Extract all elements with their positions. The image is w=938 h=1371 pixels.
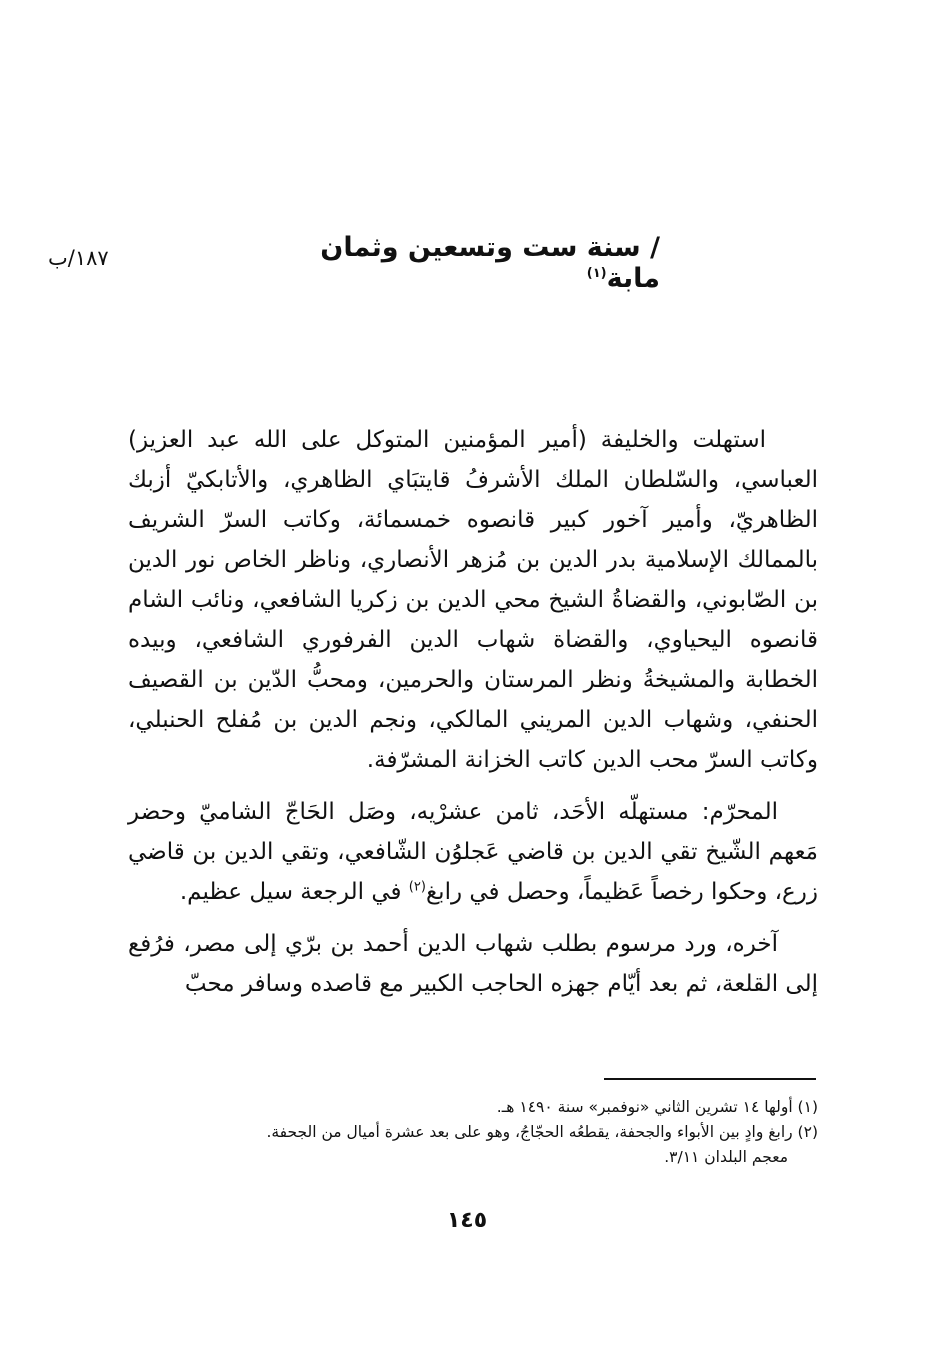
main-text	[128, 420, 818, 1016]
heading-text: / سنة ست وتسعين وثمان مابة	[320, 232, 660, 294]
footnote-2-line-2: معجم البلدان ٣/١١.	[664, 1148, 788, 1166]
footnotes	[120, 1095, 818, 1170]
heading-note-ref: (١)	[586, 266, 607, 281]
folio-marker: ١٨٧/ب	[48, 246, 109, 270]
paragraph-2	[128, 792, 818, 912]
paragraph-2-text-a: المحرّم: مستهلّه الأحَد، ثامن عشرْيه، وصَل الحَاجّ الشاميّ وحضر مَعهم الشّيخ تقي الدين بن قاضي عَجلوُن الشّافعي، وتقي الدين بن قاضي زرع، وحكوا رخصاً عَظيماً، وحصل في رابغ	[128, 799, 818, 905]
paragraph-1: استهلت والخليفة (أمير المؤمنين المتوكل على الله عبد العزيز) العباسي، والسّلطان الملك الأشرفُ قايتبَاي الظاهري، والأتابكيّ أزبك الظاهريّ، وأمير آخور كبير قانصوه خمسمائة، وكاتب السرّ الشريف بالممالك الإسلامية بدر الدين بن مُزهر الأنصاري، وناظر الخاص نور الدين بن الصّابوني، والقضاةُ الشيخ محي الدين بن زكريا الشافعي، ونائب الشام قانصوه اليحياوي، والقضاة شهاب الدين الفرفوري الشافعي، وبيده الخطابة والمشيخةُ ونظر المرستان والحرمين، ومحبُّ الدّين بن القصيف الحنفي، وشهاب الدين المريني المالكي، ونجم الدين بن مُفلح الحنبلي، وكاتب السرّ محب الدين كاتب الخزانة المشرّفة.	[128, 427, 818, 773]
paragraph-3: آخره، ورد مرسوم بطلب شهاب الدين أحمد بن برّي إلى مصر، فرُفع إلى القلعة، ثم بعد أيّام جهزه الحاجب الكبير مع قاصده وسافر محبّ	[128, 931, 818, 997]
footnote-divider	[604, 1078, 816, 1080]
paragraph-2-text-b: في الرجعة سيل عظيم.	[179, 879, 409, 905]
footnote-2-line-1: (٢) رابغ وادٍ بين الأبواء والجحفة، يقطعُه الحجّاجُ، وهو على بعد عشرة أميال من الجحفة.	[266, 1123, 818, 1141]
paragraph-2-note-ref: (٢)	[408, 879, 426, 895]
page-number: ١٤٥	[446, 1208, 488, 1233]
footnote-1: (١) أولها ١٤ تشرين الثاني «نوفمبر» سنة ١٤٩٠ هـ.	[496, 1098, 818, 1116]
section-heading	[290, 232, 660, 294]
